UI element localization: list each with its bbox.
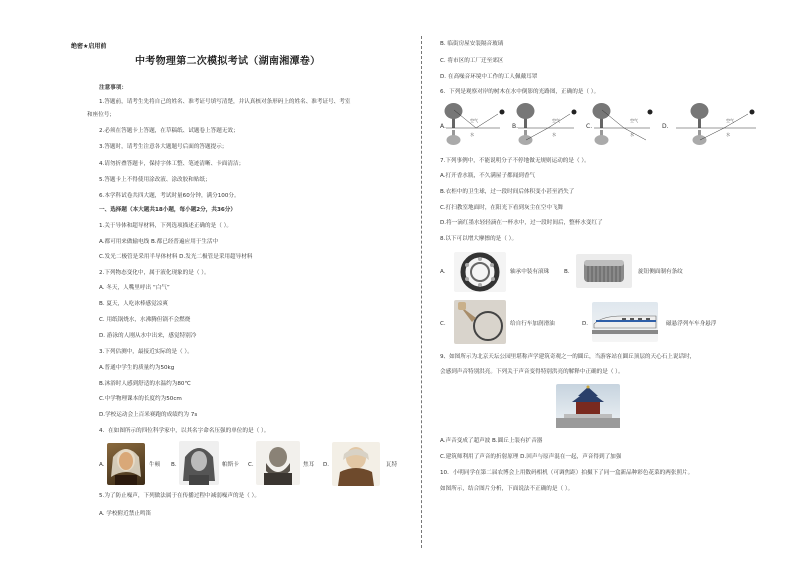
option-text: 旋钮侧面制有条纹 bbox=[638, 269, 683, 275]
question-line: C.发光二极管是采用半导体材料 D.发光二极管是采用超导材料 bbox=[99, 254, 253, 260]
question-line: D.将一滴红墨水轻轻滴在一杯水中，过一段时间后，整杯水变红了 bbox=[440, 220, 603, 226]
water-label: 水 bbox=[726, 132, 730, 137]
option-name: 瓦特 bbox=[386, 462, 398, 468]
option-name: 牛顿 bbox=[149, 462, 161, 468]
option-letter: B. bbox=[171, 462, 177, 468]
question-line: 会感到声音特别洪亮。下列关于声音变得特别洪亮的解释中正确的是（ ）。 bbox=[440, 369, 624, 375]
option-text: 给自行车加润滑油 bbox=[510, 321, 555, 327]
question-line: D. 在高噪音环境中工作的工人佩戴耳罩 bbox=[440, 74, 538, 80]
maglev-image bbox=[592, 302, 658, 342]
section-heading: 一、选择题（本大题共18小题，每小题2分，共36分） bbox=[99, 207, 236, 213]
question-3: 3.下列估测中，最接近实际的是（ ）。 bbox=[99, 349, 193, 355]
note-item: 5.答题卡上不得使用涂改液、涂改胶和贴纸； bbox=[99, 177, 211, 183]
question-2: 2.下列物态变化中，属于液化现象的是（ ）。 bbox=[99, 270, 210, 276]
question-line: B.衣柜中的卫生球，过一段时间后体积变小甚至消失了 bbox=[440, 189, 575, 195]
water-label: 水 bbox=[630, 132, 634, 137]
diagram-letter: B. bbox=[512, 123, 519, 130]
air-label: 空气 bbox=[552, 118, 560, 123]
option-letter: D. bbox=[323, 462, 330, 468]
option-text: 磁悬浮列车车身悬浮 bbox=[666, 321, 717, 327]
temple-of-heaven-image bbox=[556, 384, 620, 428]
diagram-b bbox=[512, 103, 577, 145]
air-label: 空气 bbox=[630, 118, 638, 123]
joule-portrait bbox=[256, 441, 300, 485]
note-item: 3.答题时，请考生注意各大题题号后面的答题提示； bbox=[99, 144, 228, 150]
question-line: C.建筑师利用了声音的折射原理 D.回声与原声混在一起，声音得到了加强 bbox=[440, 454, 622, 460]
note-item: 1.答题前，请考生先将自己的姓名、准考证号填写清楚，并认真核对条形码上的姓名、准考证号、考室 bbox=[99, 99, 351, 105]
question-line: B. 临街房屋安装隔音玻璃 bbox=[440, 41, 504, 47]
note-item: 和座位号； bbox=[87, 112, 115, 118]
bike-oil-image bbox=[454, 300, 506, 344]
option-letter: A. bbox=[99, 462, 105, 468]
diagram-letter: D. bbox=[662, 123, 669, 130]
column-divider bbox=[421, 36, 422, 548]
question-line: A. 学校附近禁止鸣笛 bbox=[99, 511, 152, 517]
question-line: A.声音变成了超声波 B.圜丘上装有扩音器 bbox=[440, 438, 543, 444]
secret-mark: 绝密★启用前 bbox=[71, 43, 107, 50]
question-line: C. 将市区的工厂迁至郊区 bbox=[440, 58, 504, 64]
diagram-letter: A. bbox=[440, 123, 446, 130]
question-line: A.都可用来做输电线 B.都已经普遍应用于生活中 bbox=[99, 239, 219, 245]
note-item: 6.本学科试卷共四大题，考试时量60分钟，满分100分。 bbox=[99, 193, 240, 199]
q6-diagrams bbox=[436, 100, 791, 146]
notes-heading: 注意事项： bbox=[99, 85, 127, 91]
watt-portrait bbox=[332, 442, 380, 486]
pascal-portrait bbox=[179, 441, 219, 485]
question-10: 10．小明同学在第二届农博会上用数码相机（可调焦距）拍摄下了同一盒新品种彩色花菜的两张照片。 bbox=[440, 470, 694, 476]
question-9: 9、如图所示为北京天坛公园里堪称声学建筑奇观之一的圜丘，当游客站在圜丘顶层的天心石上说话时， bbox=[440, 354, 696, 360]
question-6: 6．下列是观察对岸的树木在水中倒影的光路图，正确的是（ ）。 bbox=[440, 89, 600, 95]
option-letter: D. bbox=[582, 321, 589, 327]
air-label: 空气 bbox=[470, 118, 478, 123]
option-letter: B. bbox=[564, 269, 570, 275]
water-label: 水 bbox=[552, 132, 556, 137]
page-title: 中考物理第二次模拟考试（湖南湘潭卷） bbox=[135, 56, 321, 67]
bearing-image bbox=[454, 252, 506, 292]
newton-portrait bbox=[107, 443, 145, 485]
option-name: 焦耳 bbox=[303, 462, 315, 468]
note-item: 4.请勿折叠答题卡，保持字体工整、笔迹清晰、卡面清洁； bbox=[99, 161, 245, 167]
knob-image bbox=[576, 254, 632, 288]
question-5: 5.为了防止噪声，下列做法属于在传播过程中减弱噪声的是（ ）。 bbox=[99, 493, 260, 499]
question-line: 如图所示，结合图片分析，下面说法不正确的是（ ）。 bbox=[440, 486, 574, 492]
diagram-c bbox=[586, 103, 653, 145]
diagram-a bbox=[440, 103, 505, 145]
question-line: B. 夏天，人吃冰棒感觉凉爽 bbox=[99, 301, 168, 307]
question-line: A.普通中学生的质量约为50kg bbox=[99, 365, 175, 371]
question-line: C.中学物理课本的长度约为50cm bbox=[99, 396, 182, 402]
diagram-d bbox=[662, 103, 756, 145]
question-line: C. 用纸锅烧水，水沸腾但锅不会燃烧 bbox=[99, 317, 191, 323]
question-line: A.打开香水瓶，不久满屋子都闻到香气 bbox=[440, 173, 536, 179]
option-text: 轴承中装有滚珠 bbox=[510, 269, 550, 275]
option-name: 帕斯卡 bbox=[222, 462, 239, 468]
question-line: C.打扫教室地面时，在阳光下看到灰尘在空中飞舞 bbox=[440, 205, 564, 211]
option-letter: C. bbox=[248, 462, 254, 468]
question-line: D.学校运动会上百米赛跑的成绩约为 7s bbox=[99, 412, 198, 418]
water-label: 水 bbox=[470, 132, 474, 137]
question-4: 4．在如图所示的四位科学家中，以其名字命名压强的单位的是（ ）。 bbox=[99, 428, 270, 434]
option-letter: A. bbox=[440, 269, 446, 275]
diagram-letter: C. bbox=[586, 123, 593, 130]
question-8: 8.以下可以增大摩擦的是（ ）。 bbox=[440, 236, 518, 242]
question-line: B.沐浴时人感到舒适的水温约为80℃ bbox=[99, 381, 191, 387]
air-label: 空气 bbox=[726, 118, 734, 123]
question-line: A. 冬天，人嘴里呼出 “白气” bbox=[99, 285, 170, 291]
note-item: 2.必须在答题卡上答题，在草稿纸、试题卷上答题无效； bbox=[99, 128, 239, 134]
question-7: 7.下列事例中，不能说明分子不停地做无规则运动的是（ ）。 bbox=[440, 158, 590, 164]
question-line: D. 游泳的人刚从水中出来，感觉特别冷 bbox=[99, 333, 197, 339]
option-letter: C. bbox=[440, 321, 446, 327]
question-1: 1.关于导体和超导材料，下列选项描述正确的是（ ）。 bbox=[99, 223, 232, 229]
